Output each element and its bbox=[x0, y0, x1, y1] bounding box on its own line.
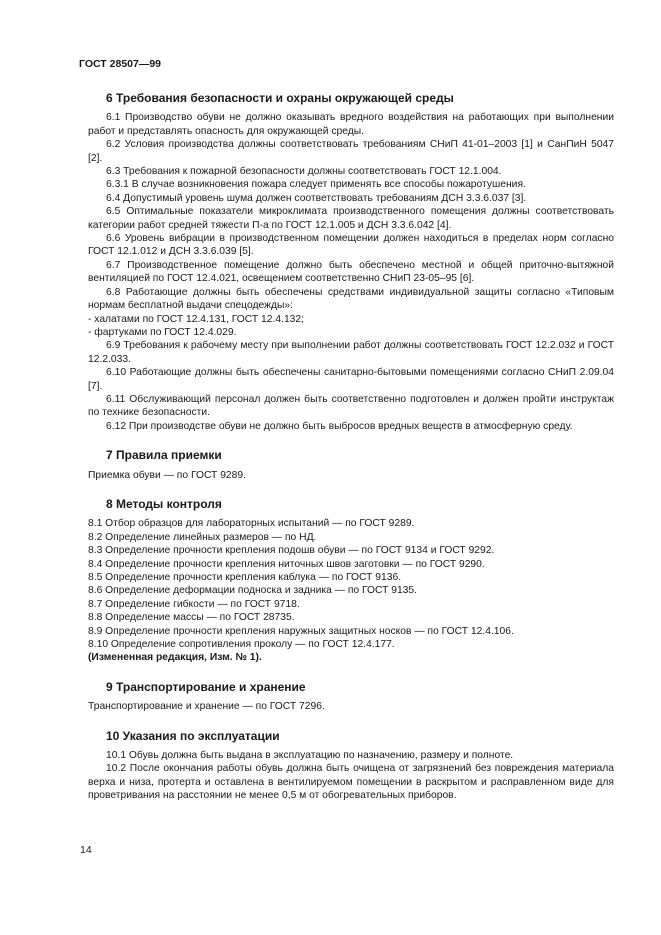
section-10-title: 10 Указания по эксплуатации bbox=[106, 728, 280, 743]
paragraph-9-1: Транспортирование и хранение — по ГОСТ 7296. bbox=[88, 701, 325, 713]
section-6-title: 6 Требования безопасности и охраны окружающей среды bbox=[106, 91, 454, 105]
paragraph-6-1: 6.1 Производство обуви не должно оказывать вредного воздействия на работающих при выполнении работ и представлять опасность для окружающей среды. bbox=[88, 112, 614, 137]
paragraph-6-7: 6.7 Производственное помещение должно быть обеспечено местной и общей приточно-вытяжной вентиляцией по ГОСТ 12.4.021, освещением соответственно СНиП 23-05–95 [6]. bbox=[88, 259, 614, 285]
paragraph-6-8: 6.8 Работающие должны быть обеспечены средствами индивидуальной защиты согласно «Типовым нормам бесплатной выдачи спецодежды»: bbox=[88, 286, 614, 312]
standard-header: ГОСТ 28507—99 bbox=[79, 58, 162, 70]
list-item: 8.2 Определение линейных размеров — по НД. bbox=[88, 531, 317, 543]
list-item: 8.6 Определение деформации подноска и задника — по ГОСТ 9135. bbox=[88, 585, 417, 597]
list-item: 8.7 Определение гибкости — по ГОСТ 9718. bbox=[88, 598, 300, 610]
paragraph-6-9: 6.9 Требования к рабочему месту при выполнении работ должны соответствовать ГОСТ 12.2.032 и ГОСТ 12.2.033. bbox=[88, 340, 614, 365]
paragraph-6-12: 6.12 При производстве обуви не должно быть выбросов вредных веществ в атмосферную среду. bbox=[106, 420, 573, 432]
paragraph-6-3: 6.3 Требования к пожарной безопасности должны соответствовать ГОСТ 12.1.004. bbox=[106, 166, 502, 178]
paragraph-6-5: 6.5 Оптимальные показатели микроклимата производственного помещения должны соответствовать категории работ средней тяжести П-а по ГОСТ 12.1.005 и ДСН 3.3.6.042 [4]. bbox=[88, 206, 614, 231]
list-item: 8.9 Определение прочности крепления наружных защитных носков — по ГОСТ 12.4.106. bbox=[88, 625, 514, 637]
document-body bbox=[88, 92, 614, 803]
paragraph-6-11: 6.11 Обслуживающий персонал должен быть соответственно подготовлен и должен пройти инструктаж по технике безопасности. bbox=[88, 393, 614, 419]
paragraph-6-3-1: 6.3.1 В случае возникновения пожара следует применять все способы пожаротушения. bbox=[106, 179, 526, 191]
list-item-aprons: - фартуками по ГОСТ 12.4.029. bbox=[88, 326, 237, 338]
amendment-note: (Измененная редакция, Изм. № 1). bbox=[88, 652, 262, 664]
list-item-robes: - халатами по ГОСТ 12.4.131, ГОСТ 12.4.132; bbox=[88, 313, 304, 325]
section-7-title: 7 Правила приемки bbox=[106, 448, 222, 463]
list-item: 8.10 Определение сопротивления проколу — по ГОСТ 12.4.177. bbox=[88, 639, 395, 651]
paragraph-6-6: 6.6 Уровень вибрации в производственном помещении должен находиться в пределах норм согласно ГОСТ 12.1.012 и ДСН 3.3.6.039 [5]. bbox=[88, 233, 614, 258]
page-number: 14 bbox=[80, 844, 92, 856]
list-item: 8.3 Определение прочности крепления подошв обуви — по ГОСТ 9134 и ГОСТ 9292. bbox=[88, 545, 495, 557]
paragraph-7-1: Приемка обуви — по ГОСТ 9289. bbox=[88, 469, 246, 481]
paragraph-10-1: 10.1 Обувь должна быть выдана в эксплуатацию по назначению, размеру и полноте. bbox=[106, 750, 514, 762]
section-9-title: 9 Транспортирование и хранение bbox=[106, 679, 306, 694]
list-item: 8.8 Определение массы — по ГОСТ 28735. bbox=[88, 612, 295, 624]
paragraph-6-2: 6.2 Условия производства должны соответствовать требованиям СНиП 41-01–2003 [1] и СанПиН 5047 [2]. bbox=[88, 139, 614, 164]
section-8-title: 8 Методы контроля bbox=[106, 496, 222, 511]
paragraph-6-4: 6.4 Допустимый уровень шума должен соответствовать требованиям ДСН 3.3.6.037 [3]. bbox=[106, 192, 527, 204]
list-item: 8.1 Отбор образцов для лабораторных испытаний — по ГОСТ 9289. bbox=[88, 518, 415, 530]
list-item: 8.5 Определение прочности крепления каблука — по ГОСТ 9136. bbox=[88, 572, 402, 583]
paragraph-10-2: 10.2 После окончания работы обувь должна быть очищена от загрязнений без повреждения материала верха и низа, протерта и оставлена в вентилируемом помещении в раскрытом и расправленном виде для проветривания на расстоянии не менее 0,5 м от обогревательных приборов. bbox=[88, 763, 614, 802]
paragraph-6-10: 6.10 Работающие должны быть обеспечены санитарно-бытовыми помещениями согласно СНиП 2.09.04 [7]. bbox=[88, 367, 614, 392]
list-item: 8.4 Определение прочности крепления ниточных швов заготовки — по ГОСТ 9290. bbox=[88, 558, 485, 570]
